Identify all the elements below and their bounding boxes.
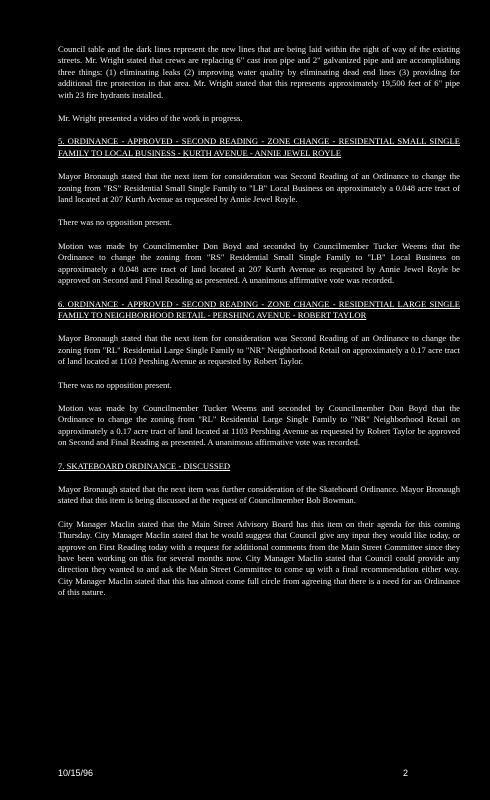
section-5-paragraph-3: Motion was made by Councilmember Don Boyd and seconded by Councilmember Tucker Weems that the Ordinance to change the zoning from "RS" Residential Small Single Family to "LB" Local Business on approximately a 0.048 acre tract of land located at 207 Kurth Avenue as requested by Annie Jewel Royle be approved on Second and Final Reading as presented. A unanimous affirmative vote was recorded. [58,240,460,286]
section-6-heading: 6. ORDINANCE - APPROVED - SECOND READING - ZONE CHANGE - RESIDENTIAL LARGE SINGLE FAMILY TO NEIGHBORHOOD RETAIL - PERSHING AVENUE - ROBERT TAYLOR [58,298,460,320]
paragraph-intro: Council table and the dark lines represent the new lines that are being laid within the right of way of the existing streets. Mr. Wright stated that crews are replacing 6" cast iron pipe and 2" galvanized pipe and are accomplishing three things: (1) eliminating leaks (2) improving water quality by eliminating dead end lines (3) providing for additional fire protection in that area. Mr. Wright stated that this represents approximately 19,500 feet of 6" pipe with 23 fire hydrants installed. [58,44,460,100]
section-5-paragraph-2: There was no opposition present. [58,217,172,228]
section-6-paragraph-1: Mayor Bronaugh stated that the next item for consideration was Second Reading of an Ordinance to change the zoning from "RL" Residential Large Single Family to "NR" Neighborhood Retail on approximately a 0.17 acre tract of land located at 1103 Pershing Avenue as requested by Robert Taylor. [58,333,460,367]
footer-date: 10/15/96 [58,768,94,778]
paragraph-video: Mr. Wright presented a video of the work in progress. [58,113,243,124]
section-7-paragraph-2: City Manager Maclin stated that the Main Street Advisory Board has this item on their agenda for this coming Thursday. City Manager Maclin stated that he would suggest that Council give any input they would like today, or approve on First Reading today with a request for additional comments from the Main Street Committee since they have been working on this for several months now. City Manager Maclin stated that Council could provide any direction they wanted to and ask the Main Street Committee to come up with a final recommendation either way. City Manager Maclin stated that this has almost come full circle from agreeing that there is a need for an Ordinance of this nature. [58,518,460,598]
page-footer [58,768,408,778]
page-number: 2 [402,768,408,778]
section-7-heading: 7. SKATEBOARD ORDINANCE - DISCUSSED [58,460,231,471]
section-6-paragraph-2: There was no opposition present. [58,379,172,390]
section-5-heading: 5. ORDINANCE - APPROVED - SECOND READING - ZONE CHANGE - RESIDENTIAL SMALL SINGLE FAMILY TO LOCAL BUSINESS - KURTH AVENUE - ANNIE JEWEL ROYLE [58,136,460,158]
section-6-paragraph-3: Motion was made by Councilmember Tucker Weems and seconded by Councilmember Don Boyd that the Ordinance to change the zoning from "RL" Residential Large Single Family to "NR" Neighborhood Retail on approximately a 0.17 acre tract of land located at 1103 Pershing Avenue as requested by Robert Taylor be approved on Second and Final Reading as presented. A unanimous affirmative vote was recorded. [58,402,460,448]
section-7-paragraph-1: Mayor Bronaugh stated that the next item was further consideration of the Skateboard Ordinance. Mayor Bronaugh stated that this item is being discussed at the request of Councilmember Bob Bowman. [58,483,460,506]
section-5-paragraph-1: Mayor Bronaugh stated that the next item for consideration was Second Reading of an Ordinance to change the zoning from "RS" Residential Small Single Family to "LB" Local Business on approximately a 0.048 acre tract of land located at 207 Kurth Avenue as requested by Annie Jewel Royle. [58,171,460,205]
